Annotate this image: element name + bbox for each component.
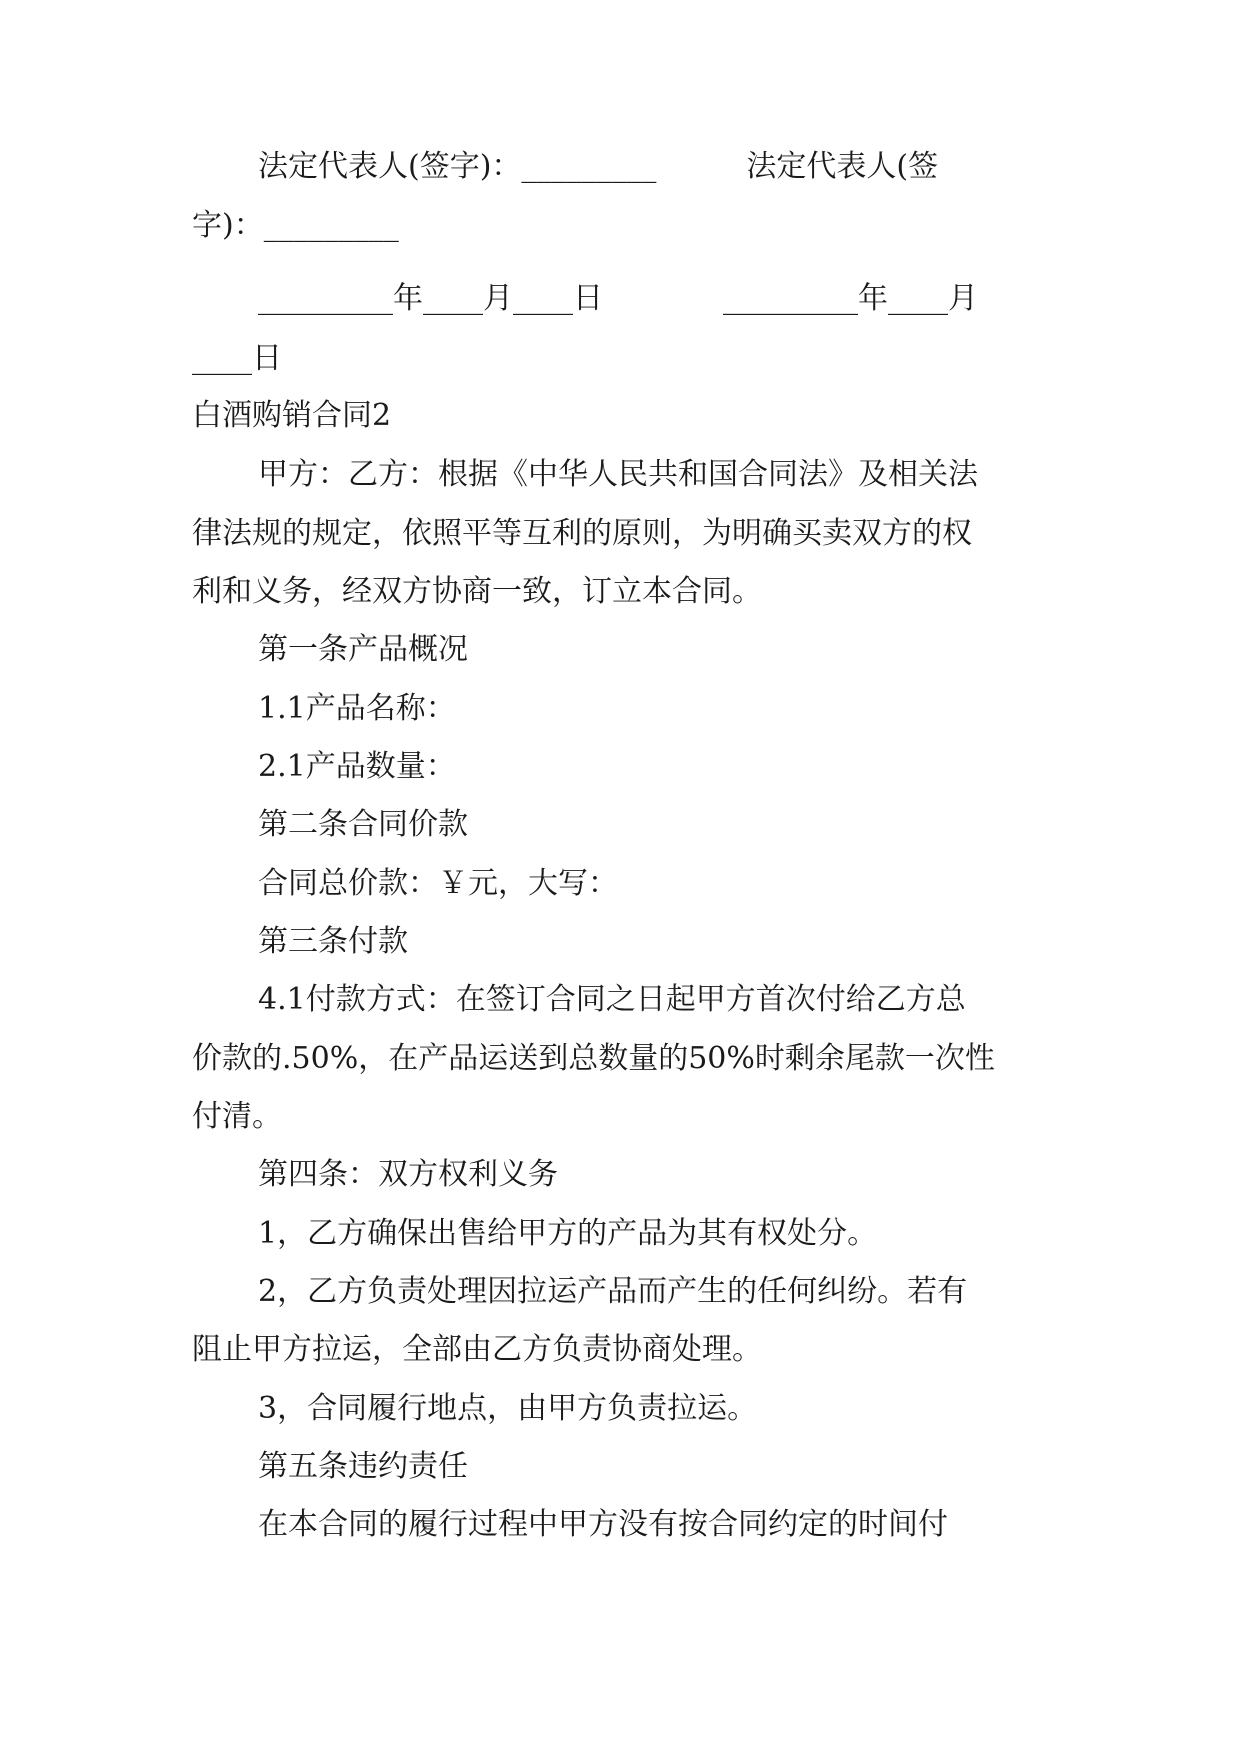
paragraph-line: 律法规的规定，依照平等互利的原则，为明确买卖双方的权: [192, 516, 972, 551]
paragraph-line: 在本合同的履行过程中甲方没有按合同约定的时间付: [258, 1507, 948, 1542]
paragraph-line: 1.1产品名称：: [258, 691, 456, 726]
section-heading: 第三条付款: [258, 924, 408, 959]
section-heading: 第二条合同价款: [258, 807, 468, 842]
paragraph-line: 合同总价款：￥元，大写：: [258, 866, 618, 901]
paragraph-line: 4.1付款方式：在签订合同之日起甲方首次付给乙方总: [258, 982, 966, 1017]
signature-line-continued: 字)：_________: [192, 208, 399, 243]
date-line-continued: ____日: [192, 341, 282, 376]
paragraph-line: 阻止甲方拉运，全部由乙方负责协商处理。: [192, 1332, 762, 1367]
paragraph-line: 2.1产品数量：: [258, 749, 456, 784]
date-line: _________年____月____日 _________年____月: [258, 281, 978, 316]
section-heading: 第四条：双方权利义务: [258, 1157, 558, 1192]
paragraph-line: 3，合同履行地点，由甲方负责拉运。: [258, 1391, 758, 1426]
section-heading: 第五条违约责任: [258, 1449, 468, 1484]
contract-title: 白酒购销合同2: [192, 398, 392, 433]
paragraph-line: 付清。: [192, 1099, 282, 1134]
paragraph-line: 利和义务，经双方协商一致，订立本合同。: [192, 574, 762, 609]
paragraph-line: 2，乙方负责处理因拉运产品而产生的任何纠纷。若有: [258, 1274, 968, 1309]
signature-line: [258, 150, 1040, 184]
paragraph-line: 甲方：乙方：根据《中华人民共和国合同法》及相关法: [258, 457, 978, 492]
paragraph-line: 1，乙方确保出售给甲方的产品为其有权处分。: [258, 1216, 878, 1251]
paragraph-line: 价款的.50%，在产品运送到总数量的50%时剩余尾款一次性: [192, 1041, 995, 1076]
signature-text: 法定代表人(签字)：_________ 法定代表人(签: [258, 149, 939, 184]
section-heading: 第一条产品概况: [258, 632, 468, 667]
